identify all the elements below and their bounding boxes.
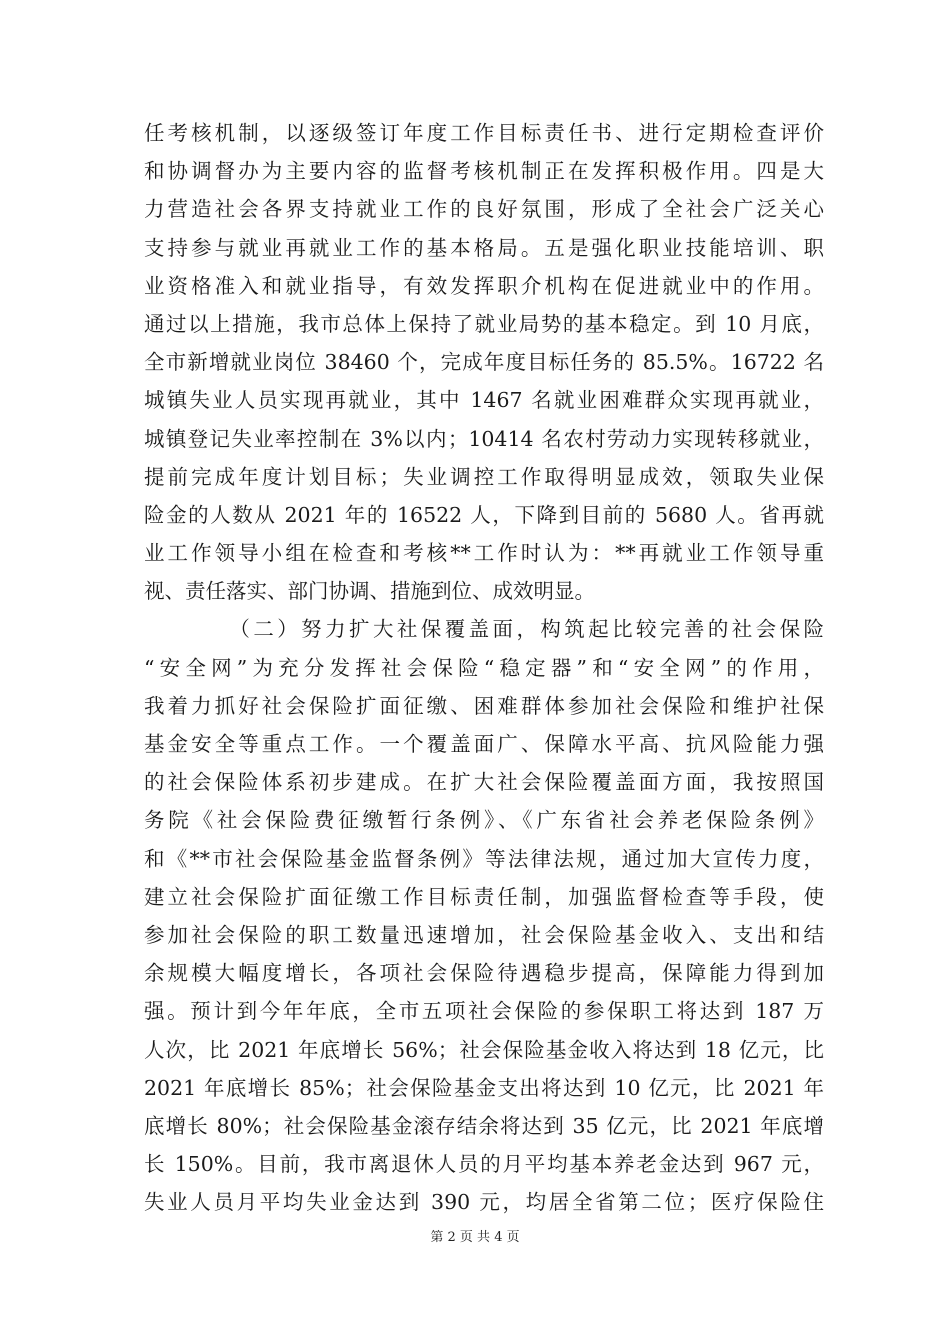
text-line: 任考核机制，以逐级签订年度工作目标责任书、进行定期检查评价 bbox=[144, 121, 824, 145]
text-line: 业资格准入和就业指导，有效发挥职介机构在促进就业中的作用。 bbox=[144, 273, 824, 298]
text-line: 力营造社会各界支持就业工作的良好氛围，形成了全社会广泛关心 bbox=[144, 197, 824, 222]
text-line: 长 150%。目前，我市离退休人员的月平均基本养老金达到 967 元， bbox=[144, 1152, 824, 1177]
text-line: 底增长 80%；社会保险基金滚存结余将达到 35 亿元，比 2021 年底增 bbox=[144, 1113, 824, 1138]
text-line: 参加社会保险的职工数量迅速增加，社会保险基金收入、支出和结 bbox=[144, 922, 824, 947]
text-line: 通过以上措施，我市总体上保持了就业局势的基本稳定。到 10 月底， bbox=[144, 311, 824, 336]
text-line: “安全网”为充分发挥社会保险“稳定器”和“安全网”的作用， bbox=[144, 655, 824, 680]
text-line: 我着力抓好社会保险扩面征缴、困难群体参加社会保险和维护社保 bbox=[144, 693, 824, 718]
text-line: 业工作领导小组在检查和考核**工作时认为：**再就业工作领导重 bbox=[144, 541, 824, 566]
text-line: 人次，比 2021 年底增长 56%；社会保险基金收入将达到 18 亿元，比 bbox=[144, 1037, 824, 1062]
text-line: 失业人员月平均失业金达到 390 元，均居全省第二位；医疗保险住 bbox=[144, 1190, 824, 1215]
paragraph-end-line: 视、责任落实、部门协调、措施到位、成效明显。 bbox=[144, 579, 595, 604]
text-line: 务院《社会保险费征缴暂行条例》、《广东省社会养老保险条例》 bbox=[144, 808, 824, 833]
document-body bbox=[144, 114, 824, 1221]
text-line: 的社会保险体系初步建成。在扩大社会保险覆盖面方面，我按照国 bbox=[144, 770, 824, 795]
section-heading-line: （二）努力扩大社保覆盖面，构筑起比较完善的社会保险 bbox=[144, 617, 824, 642]
text-line: 建立社会保险扩面征缴工作目标责任制，加强监督检查等手段，使 bbox=[144, 884, 824, 909]
text-line: 支持参与就业再就业工作的基本格局。五是强化职业技能培训、职 bbox=[144, 235, 824, 260]
page-footer bbox=[0, 1226, 950, 1245]
text-line: 城镇失业人员实现再就业，其中 1467 名就业困难群众实现再就业， bbox=[144, 388, 824, 413]
text-line: 城镇登记失业率控制在 3%以内；10414 名农村劳动力实现转移就业， bbox=[144, 426, 824, 451]
text-line: 余规模大幅度增长，各项社会保险待遇稳步提高，保障能力得到加 bbox=[144, 961, 824, 986]
text-line: 提前完成年度计划目标；失业调控工作取得明显成效，领取失业保 bbox=[144, 464, 824, 489]
page-number-label: 第 2 页 共 4 页 bbox=[430, 1230, 520, 1245]
text-line: 2021 年底增长 85%；社会保险基金支出将达到 10 亿元，比 2021 年 bbox=[144, 1075, 824, 1100]
text-line: 强。预计到今年年底，全市五项社会保险的参保职工将达到 187 万 bbox=[144, 999, 824, 1024]
text-line: 险金的人数从 2021 年的 16522 人，下降到目前的 5680 人。省再就 bbox=[144, 502, 824, 527]
text-line: 基金安全等重点工作。一个覆盖面广、保障水平高、抗风险能力强 bbox=[144, 732, 824, 756]
text-line: 和《**市社会保险基金监督条例》等法律法规，通过加大宣传力度， bbox=[144, 846, 824, 871]
text-line: 和协调督办为主要内容的监督考核机制正在发挥积极作用。四是大 bbox=[144, 159, 824, 184]
text-line: 全市新增就业岗位 38460 个，完成年度目标任务的 85.5%。16722 名 bbox=[144, 350, 824, 375]
